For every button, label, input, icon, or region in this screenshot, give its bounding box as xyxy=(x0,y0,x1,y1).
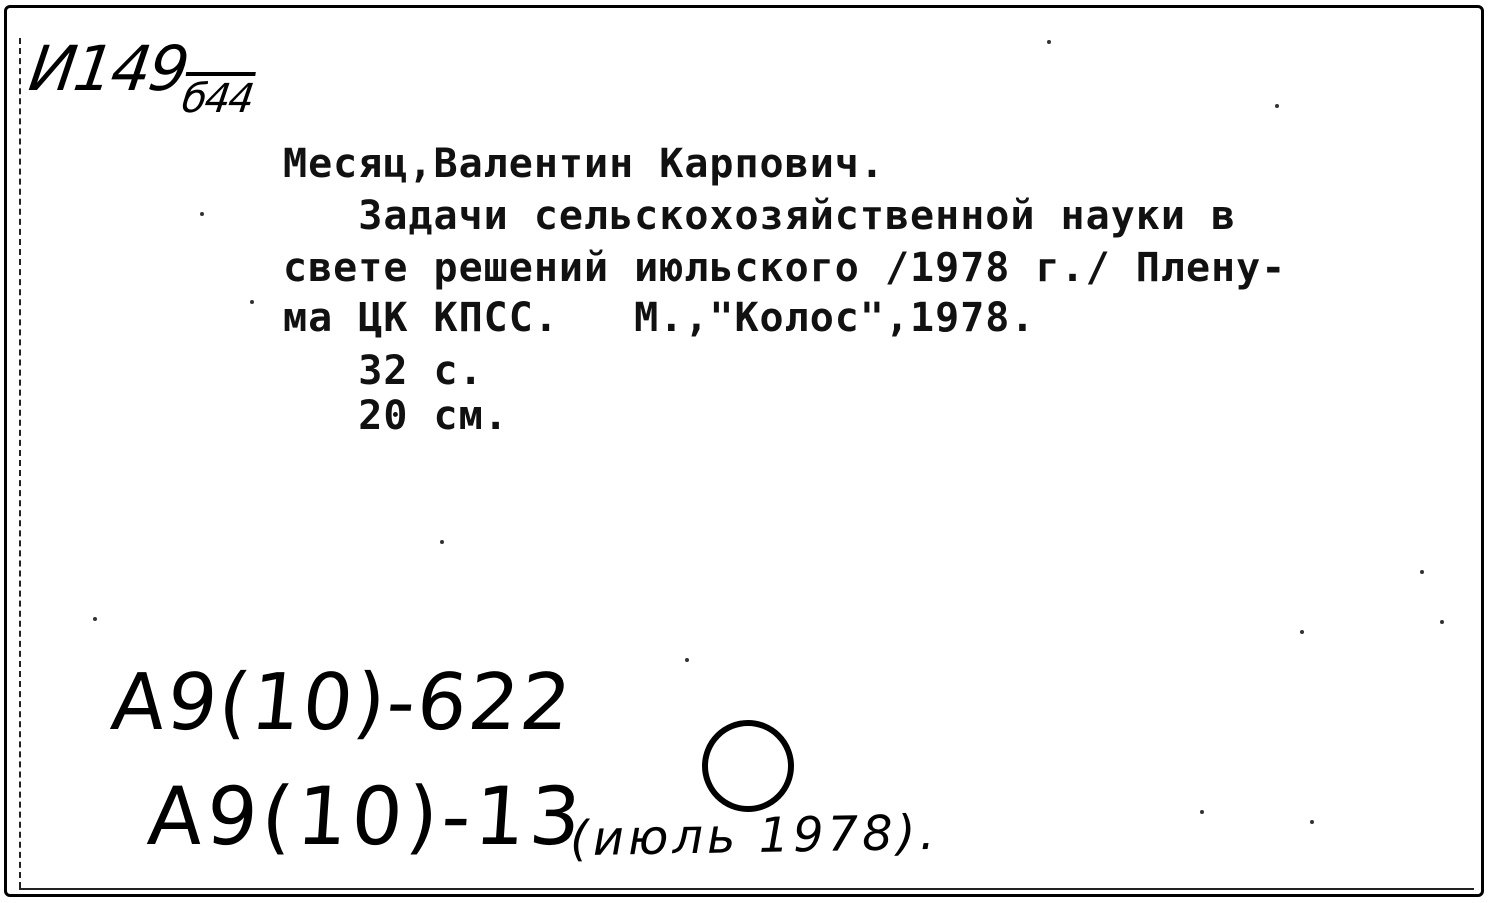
title-line-3: ма ЦК КПСС. М.,"Колос",1978. xyxy=(283,295,1036,341)
speck xyxy=(93,617,97,621)
speck xyxy=(685,658,689,662)
handwritten-date-note: (июль 1978). xyxy=(569,804,940,868)
call-number xyxy=(24,32,262,122)
author-line: Месяц,Валентин Карпович. xyxy=(283,141,885,187)
handwritten-code-2: A9(10)-13 xyxy=(144,770,588,863)
speck xyxy=(250,300,254,304)
card-left-rule xyxy=(19,38,21,888)
pages-line: 32 с. xyxy=(283,348,484,394)
size-line: 20 см. xyxy=(283,393,509,439)
speck xyxy=(1300,630,1304,634)
call-number-sub: б44 xyxy=(179,76,256,122)
call-number-main: И149 xyxy=(24,32,192,105)
title-line-1: Задачи сельскохозяйственной науки в xyxy=(283,193,1237,239)
speck xyxy=(1440,620,1444,624)
speck xyxy=(200,212,204,216)
speck xyxy=(1420,570,1424,574)
speck xyxy=(1310,820,1314,824)
speck xyxy=(1200,810,1204,814)
handwritten-code-1: A9(10)-622 xyxy=(107,658,577,748)
speck xyxy=(1047,40,1051,44)
card-bottom-rule xyxy=(19,888,1474,890)
circle-stamp-mark xyxy=(702,720,794,812)
title-line-2: свете решений июльского /1978 г./ Плену- xyxy=(283,245,1287,291)
speck xyxy=(440,540,444,544)
speck xyxy=(1275,104,1279,108)
